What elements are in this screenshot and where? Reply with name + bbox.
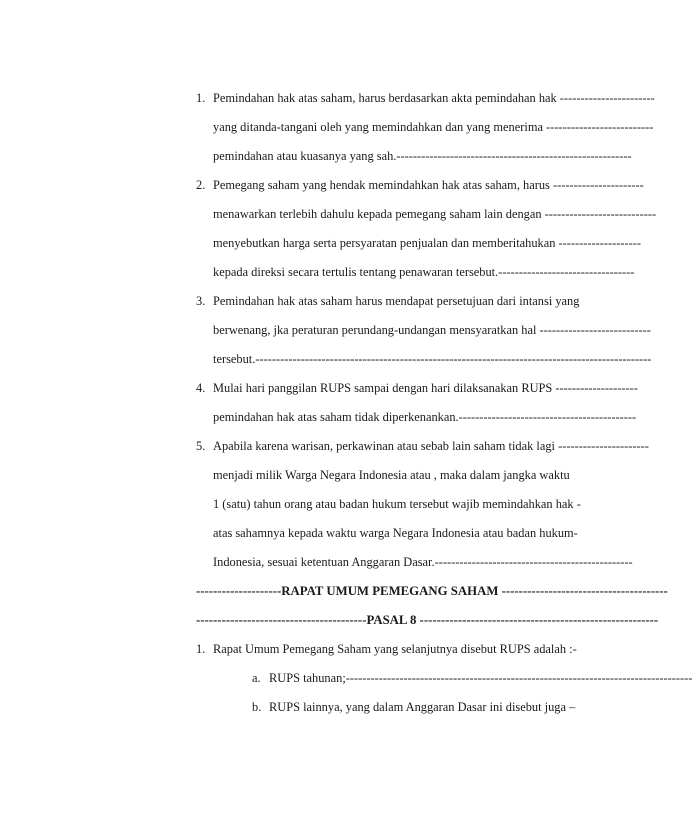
list-item-1-line-3 [0, 146, 638, 166]
list-item-4-line-1 [0, 378, 638, 398]
section-heading-rapat [0, 581, 668, 601]
list-item-3-line-1 [0, 291, 638, 311]
paragraph-text: menyebutkan harga serta persyaratan penjualan dan memberitahukan -------------------- [213, 236, 642, 250]
article-item-1 [0, 639, 638, 659]
paragraph-text: menjadi milik Warga Negara Indonesia atau , maka dalam jangka waktu [213, 468, 570, 482]
list-item-5-line-2 [0, 465, 638, 485]
sub-item-b [0, 697, 638, 717]
section-heading-text: --------------------RAPAT UMUM PEMEGANG SAHAM --------------------------------------- [196, 584, 668, 598]
paragraph-text: Apabila karena warisan, perkawinan atau sebab lain saham tidak lagi ---------------------- [213, 439, 649, 453]
list-number: 5. [196, 439, 206, 453]
paragraph-text: pemindahan atau kuasanya yang sah.--------------------------------------------------------- [213, 149, 632, 163]
list-number: 4. [196, 381, 206, 395]
list-item-3-line-2 [0, 320, 651, 340]
list-item-5-line-5 [0, 552, 638, 572]
list-item-1-line-1 [0, 88, 655, 108]
list-item-2-line-2 [0, 204, 657, 224]
paragraph-text: Pemindahan hak atas saham, harus berdasarkan akta pemindahan hak ----------------------- [213, 91, 655, 105]
list-item-5-line-1 [0, 436, 649, 456]
paragraph-text: Mulai hari panggilan RUPS sampai dengan hari dilaksanakan RUPS -------------------- [213, 381, 638, 395]
paragraph-text: atas sahamnya kepada waktu warga Negara Indonesia atau badan hukum- [213, 526, 578, 540]
list-item-3-line-3 [0, 349, 652, 369]
sub-item-text: RUPS tahunan;------------------------------------------------------------------------------------ [269, 671, 692, 685]
paragraph-text: kepada direksi secara tertulis tentang penawaran tersebut.--------------------------------- [213, 265, 635, 279]
list-item-5-line-3 [0, 494, 638, 514]
paragraph-text: Pemegang saham yang hendak memindahkan hak atas saham, harus ---------------------- [213, 178, 644, 192]
article-heading-text: ----------------------------------------PASAL 8 -------------------------------------------------------- [196, 613, 659, 627]
paragraph-text: pemindahan hak atas saham tidak diperkenankan.------------------------------------------- [213, 410, 637, 424]
sub-item-letter: b. [252, 700, 262, 714]
list-number: 1. [196, 642, 206, 656]
paragraph-text: berwenang, jka peraturan perundang-undangan mensyaratkan hal --------------------------- [213, 323, 651, 337]
section-heading-pasal [0, 610, 659, 630]
list-number: 1. [196, 91, 206, 105]
sub-item-text: RUPS lainnya, yang dalam Anggaran Dasar ini disebut juga – [269, 700, 576, 714]
list-item-2-line-3 [0, 233, 642, 253]
paragraph-text: tersebut.------------------------------------------------------------------------------------------------ [213, 352, 652, 366]
paragraph-text: menawarkan terlebih dahulu kepada pemegang saham lain dengan --------------------------- [213, 207, 657, 221]
list-item-1-line-2 [0, 117, 654, 137]
list-item-4-line-2 [0, 407, 638, 427]
paragraph-text: yang ditanda-tangani oleh yang memindahkan dan yang menerima -------------------------- [213, 120, 654, 134]
paragraph-text: 1 (satu) tahun orang atau badan hukum tersebut wajib memindahkan hak - [213, 497, 581, 511]
list-item-2-line-4 [0, 262, 638, 282]
list-number: 2. [196, 178, 206, 192]
list-item-5-line-4 [0, 523, 638, 543]
list-number: 3. [196, 294, 206, 308]
sub-item-letter: a. [252, 671, 261, 685]
paragraph-text: Rapat Umum Pemegang Saham yang selanjutnya disebut RUPS adalah :- [213, 642, 577, 656]
paragraph-text: Pemindahan hak atas saham harus mendapat persetujuan dari intansi yang [213, 294, 580, 308]
sub-item-a [0, 668, 692, 688]
paragraph-text: Indonesia, sesuai ketentuan Anggaran Dasar.------------------------------------------------ [213, 555, 633, 569]
list-item-2-line-1 [0, 175, 644, 195]
